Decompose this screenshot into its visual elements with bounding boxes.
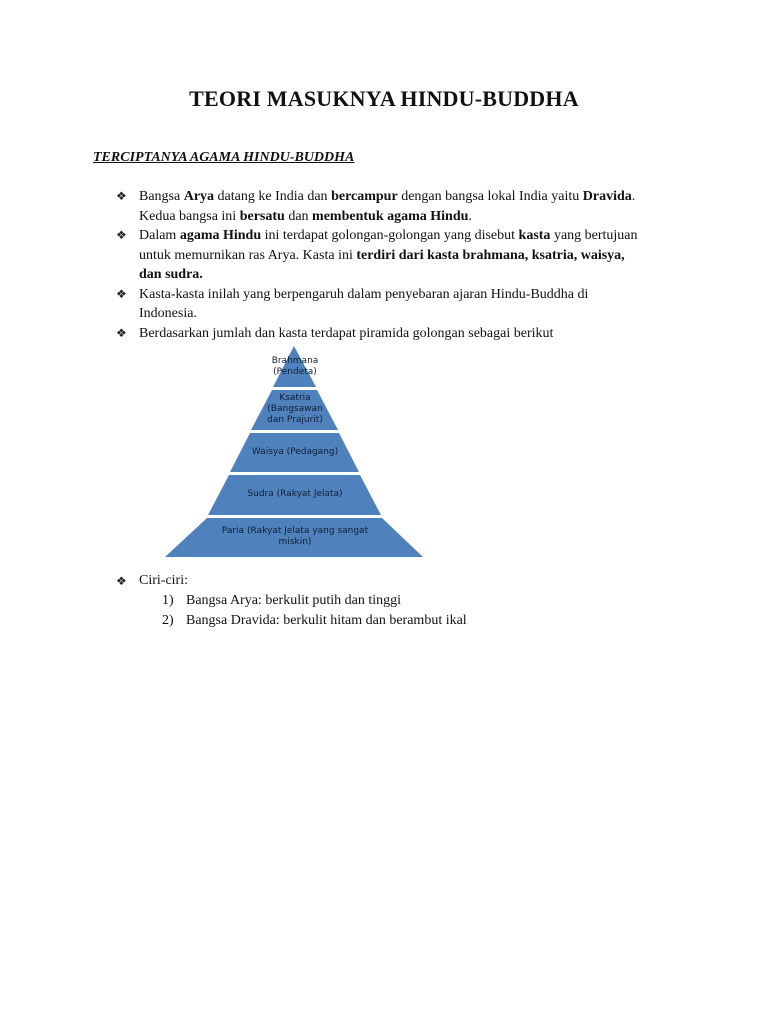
list-number: 1): [162, 593, 174, 608]
caste-pyramid: [160, 340, 430, 562]
tier-label-brahmana: Brahmana (Pendeta): [271, 356, 319, 377]
bullet-item: [116, 187, 646, 226]
text: . Kedua bangsa ini: [139, 189, 636, 224]
bold-text: Dravida: [582, 189, 632, 204]
text: Bangsa: [139, 189, 184, 204]
tier-label-paria: Paria (Rakyat Jelata yang sangat miskin): [221, 526, 369, 547]
ciri-item: [162, 591, 646, 611]
ciri-label: Ciri-ciri:: [139, 573, 188, 588]
text: Kasta-kasta inilah yang berpengaruh dalam penyebaran ajaran Hindu-Buddha di Indonesia.: [139, 286, 589, 321]
tier-label-sudra: Sudra (Rakyat Jelata): [247, 489, 343, 499]
text: datang ke India dan: [214, 189, 332, 204]
bold-text: kasta: [518, 228, 551, 243]
tier-label-ksatria: Ksatria (Bangsawan dan Prajurit): [267, 393, 323, 425]
bullet-item: [116, 226, 646, 285]
ciri-section: [116, 571, 646, 631]
bullet-item: [116, 285, 646, 324]
bold-text: bercampur: [331, 189, 398, 204]
text: Dalam: [139, 228, 180, 243]
bold-text: agama Hindu: [179, 228, 262, 243]
text: yang bertujuan untuk memurnikan ras Arya. Kasta ini: [139, 228, 638, 263]
bold-text: bersatu: [239, 208, 285, 224]
diamond-bullet-icon: ❖: [116, 574, 127, 588]
text: ini terdapat golongan-golongan yang disebut: [261, 228, 519, 243]
bold-text: terdiri dari kasta brahmana, ksatria, waisya, dan sudra.: [139, 247, 625, 282]
ciri-item: [162, 611, 646, 631]
section-heading: TERCIPTANYA AGAMA HINDU-BUDDHA: [93, 150, 355, 165]
page-title: TEORI MASUKNYA HINDU-BUDDHA: [189, 86, 579, 111]
diamond-bullet-icon: ❖: [116, 325, 127, 340]
diamond-bullet-icon: ❖: [116, 189, 127, 203]
ciri-item-text: Bangsa Arya: berkulit putih dan tinggi: [186, 593, 402, 608]
bullet-list: [116, 187, 646, 343]
text: dan: [284, 208, 313, 224]
bold-text: Arya: [183, 189, 215, 204]
bold-text: membentuk agama Hindu: [312, 208, 469, 224]
ciri-bullet: [116, 571, 646, 591]
text: .: [468, 208, 472, 224]
tier-label-waisya: Waisya (Pedagang): [251, 447, 339, 457]
diamond-bullet-icon: ❖: [116, 228, 127, 242]
text: dengan bangsa lokal India yaitu: [397, 189, 583, 204]
diamond-bullet-icon: ❖: [116, 286, 127, 301]
ciri-item-text: Bangsa Dravida: berkulit hitam dan berambut ikal: [186, 613, 467, 628]
ciri-list: [116, 591, 646, 631]
list-number: 2): [162, 613, 174, 628]
text: Berdasarkan jumlah dan kasta terdapat piramida golongan sebagai berikut: [139, 325, 554, 341]
